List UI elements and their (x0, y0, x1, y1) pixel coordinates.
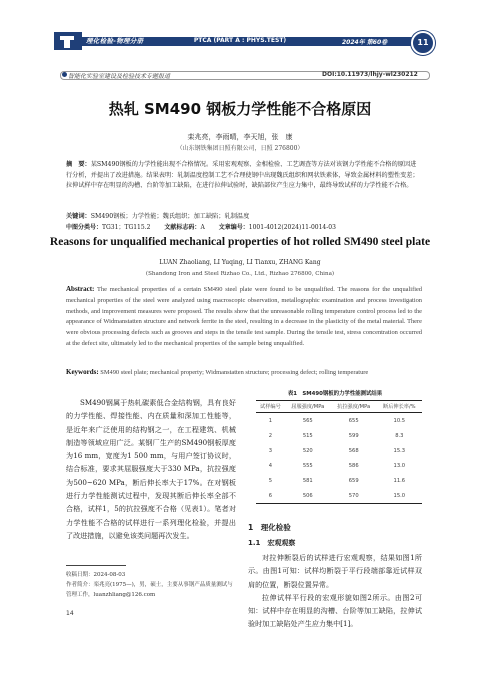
table-cell: 6 (256, 488, 285, 504)
article-no-label: 文章编号： (218, 224, 249, 231)
table-cell: 10.5 (393, 417, 406, 424)
table-cell: 586 (348, 462, 359, 469)
journal-series: PTCA (PART A : PHYS.TEST) (193, 37, 287, 44)
paragraph: 拉伸试样平行段的宏观形貌如图2所示。由图2可知：试样中存在明显的沟槽、台阶等加工缺陷，拉伸试验时加工缺陷处产生应力集中[1]。 (248, 592, 422, 629)
section-body (248, 551, 422, 631)
doc-code-value: A (200, 224, 205, 231)
journal-name: 理化检验-物理分册 (86, 37, 144, 45)
column-bullet-icon (62, 72, 67, 77)
footnote-received: 收稿日期：2024-08-03 (66, 572, 126, 578)
results-table (256, 400, 422, 504)
intro-section (66, 396, 236, 542)
abstract-label: 摘 要： (66, 161, 91, 168)
title-chinese: 热轧 SM490 钢板力学性能不合格原因 (108, 100, 372, 118)
table-header-cell: 屈服强度/MPa (285, 401, 331, 413)
classification-line (66, 222, 422, 231)
class-value: TG31；TG115.2 (102, 224, 151, 231)
class-label: 中图分类号： (66, 224, 103, 231)
table-cell: 3 (268, 447, 273, 454)
table-cell: 515 (302, 432, 313, 439)
table-cell: 599 (348, 432, 359, 439)
footnote-divider (66, 565, 126, 566)
intro-paragraph: SM490钢属于热轧碳素低合金结构钢，具有良好的力学性能、焊接性能、内在质量和深加工性能等，是近年来广泛使用的结构钢之一，在工程建筑、机械制造等领域应用广泛。某钢厂生产的SM490钢板厚度为16 mm，宽度为1 500 mm，与用户签订协议时，结合标准，要求其屈服强度大于330 MPa，抗拉强度为500~620 MPa，断后伸长率大于17%。在对钢板进行力学性能测试过程中，发现其断后伸长率全部不合格，试样1，5的抗拉强度不合格（见表1）。笔者对力学性能不合格的试样进行一系列理化检验，并提出了改进措施，以避免该类问题再次发生。 (66, 398, 236, 540)
table-row (256, 458, 422, 473)
table-row (256, 473, 422, 488)
table-cell: 13.0 (393, 462, 406, 469)
table-cell: 1 (268, 417, 273, 424)
table-cell: 8.3 (395, 432, 404, 439)
table-cell: 15.3 (393, 447, 406, 454)
table-cell: 2 (268, 432, 273, 439)
table-header-row (256, 401, 422, 413)
affiliation-chinese: （山东钢铁集团日照有限公司，日照 276800） (176, 145, 304, 152)
doc-code-label: 文献标志码： (164, 224, 201, 231)
table-cell: 655 (348, 417, 359, 424)
keywords-chinese (66, 211, 422, 220)
table-cell: 568 (348, 447, 359, 454)
section-heading: 1 理化检验 (248, 523, 291, 532)
table-header-cell: 试样编号 (256, 401, 285, 413)
table-cell: 506 (285, 488, 331, 504)
table-caption: 表1 SM490钢板的力学性能测试结果 (287, 391, 383, 397)
keywords-en-label: Keywords: (66, 368, 99, 376)
table-row (256, 413, 422, 429)
table-cell: 555 (302, 462, 313, 469)
table-cell: 5 (268, 477, 273, 484)
subsection-heading: 1.1 宏观观察 (248, 539, 296, 547)
keywords-en-text: SM490 steel plate; mechanical property; Widmanstatten structure; processing defect; rolling temperature (100, 369, 369, 376)
abstract-chinese (66, 160, 422, 192)
keywords-english (66, 367, 422, 379)
issue-number-badge: 11 (411, 31, 435, 55)
abstract-english (66, 284, 422, 350)
footnote-author: 作者简介：栾兆亮(1975—)，男，硕士，主要从事钢产品质量测试与管理工作，luanzhliang@126.com (66, 582, 233, 598)
table-row (256, 428, 422, 443)
keywords-text: SM490钢板；力学性能；魏氏组织；加工缺陷；轧制温度 (90, 213, 250, 220)
authors-english: LUAN Zhaoliang, LI Yuqing, LI Tianxu, ZHANG Kang (159, 259, 321, 266)
table-cell: 659 (348, 477, 359, 484)
paragraph: 对拉伸断裂后的试样进行宏观观察，结果如图1所示。由图1可知：试样均断裂于平行段端部靠近试样双肩的位置，断裂位置异常。 (248, 553, 422, 589)
table-cell: 520 (302, 447, 313, 454)
article-no-value: 1001-4012(2024)11-0014-03 (248, 224, 336, 231)
page-number: 14 (66, 610, 74, 617)
abstract-text: 某SM490钢板的力学性能出现不合格情况。采用宏观观察、金相检验、工艺调查等方法对该钢力学性能不合格的原因进行分析，并提出了改进措施。结果表明：轧制温度控制工艺不合理使钢中出现魏氏组织和网状铁素体，导致金属材料的塑性变差；拉伸试样中存在明显的沟槽、台阶等加工缺陷，在进行拉伸试验时，缺陷部位产生应力集中，最终导致试样的力学性能不合格。 (66, 161, 419, 189)
table-header-cell: 断后伸长率/% (377, 401, 422, 413)
table-row (256, 443, 422, 458)
keywords-label: 关键词： (66, 213, 91, 220)
table-row (256, 488, 422, 504)
table-cell: 581 (302, 477, 313, 484)
footnote (66, 570, 236, 600)
table-cell: 570 (331, 488, 377, 504)
year-volume: 2024年 第60卷 (342, 39, 388, 46)
abstract-en-label: Abstract: (66, 285, 95, 293)
table-cell: 11.6 (393, 477, 406, 484)
column-title: 智能化实验室建设及检验技术专题报道 (68, 73, 171, 80)
table-cell: 15.0 (377, 488, 422, 504)
authors-chinese: 栾兆亮，李雨晴，李天旭，张 康 (187, 133, 293, 141)
title-english: Reasons for unqualified mechanical properties of hot rolled SM490 steel plate (49, 236, 431, 248)
table-cell: 565 (302, 417, 313, 424)
abstract-en-text: The mechanical properties of a certain SM490 steel plate were found to be unqualified. The reasons for the unqualified mechanical properties of the steel were analyzed using macroscopic observation, metallographic examination and process investigation methods, and improvement measures were proposed. The results show that the unreasonable rolling temperature control process led to the appearance of Widmanstatten structure and network ferrite in the steel, resulting in a decrease in the plasticity of the metal material. There were obvious processing defects such as grooves and steps in the tensile test sample. During the tensile test, stress concentration occurred at the defect site, ultimately led to the mechanical properties of the sample being unqualified. (66, 286, 423, 347)
doi: DOI:10.11973/lhjy-wl230212 (322, 71, 418, 78)
table-cell: 4 (268, 462, 273, 469)
affiliation-english: (Shandong Iron and Steel Rizhao Co., Ltd., Rizhao 276800, China) (145, 271, 335, 277)
table-header-cell: 抗拉强度/MPa (331, 401, 377, 413)
